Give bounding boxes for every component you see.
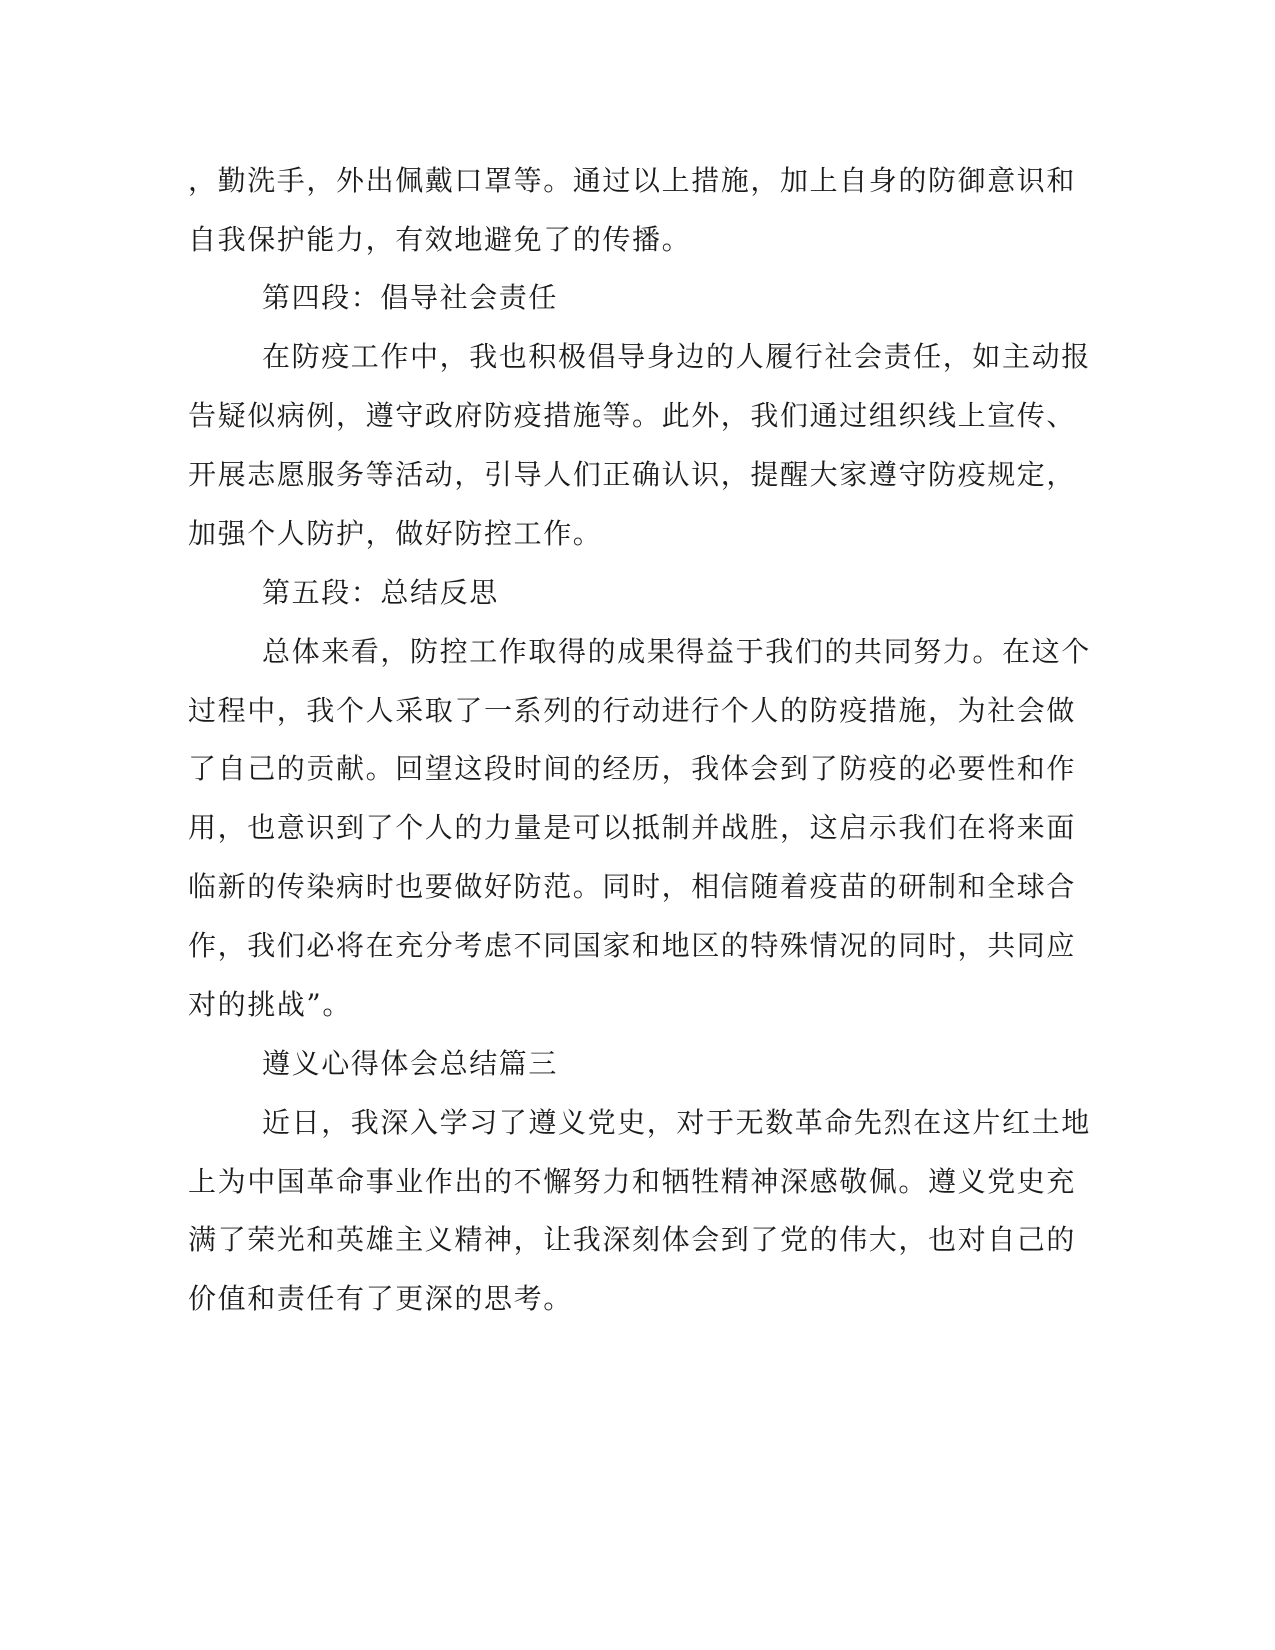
paragraph-line: 加强个人防护，做好防控工作。 — [188, 517, 603, 550]
section-heading: 第四段：倡导社会责任 — [262, 281, 559, 314]
paragraph-line: 在防疫工作中，我也积极倡导身边的人履行社会责任，如主动报 — [262, 340, 1091, 373]
paragraph-line: 临新的传染病时也要做好防范。同时，相信随着疫苗的研制和全球合 — [188, 870, 1077, 903]
paragraph-line: 近日，我深入学习了遵义党史，对于无数革命先烈在这片红土地 — [262, 1106, 1091, 1139]
paragraph-line: 告疑似病例，遵守政府防疫措施等。此外，我们通过组织线上宣传、 — [188, 399, 1077, 432]
paragraph-line: ，勤洗手，外出佩戴口罩等。通过以上措施，加上自身的防御意识和 — [188, 164, 1077, 197]
paragraph-line: 开展志愿服务等活动，引导人们正确认识，提醒大家遵守防疫规定， — [188, 458, 1077, 491]
paragraph-line: 过程中，我个人采取了一系列的行动进行个人的防疫措施，为社会做 — [188, 694, 1077, 727]
section-heading: 遵义心得体会总结篇三 — [262, 1047, 559, 1080]
paragraph-line: 用，也意识到了个人的力量是可以抵制并战胜，这启示我们在将来面 — [188, 811, 1077, 844]
paragraph-line: 上为中国革命事业作出的不懈努力和牺牲精神深感敬佩。遵义党史充 — [188, 1165, 1077, 1198]
paragraph-line: 作，我们必将在充分考虑不同国家和地区的特殊情况的同时，共同应 — [188, 929, 1077, 962]
paragraph-line: 了自己的贡献。回望这段时间的经历，我体会到了防疫的必要性和作 — [188, 752, 1077, 785]
paragraph-line: 对的挑战”。 — [188, 988, 352, 1021]
paragraph-line: 满了荣光和英雄主义精神，让我深刻体会到了党的伟大，也对自己的 — [188, 1223, 1077, 1256]
paragraph-line: 价值和责任有了更深的思考。 — [188, 1282, 573, 1315]
paragraph-line: 自我保护能力，有效地避免了的传播。 — [188, 223, 692, 256]
paragraph-line: 总体来看，防控工作取得的成果得益于我们的共同努力。在这个 — [262, 635, 1091, 668]
section-heading: 第五段：总结反思 — [262, 576, 499, 609]
